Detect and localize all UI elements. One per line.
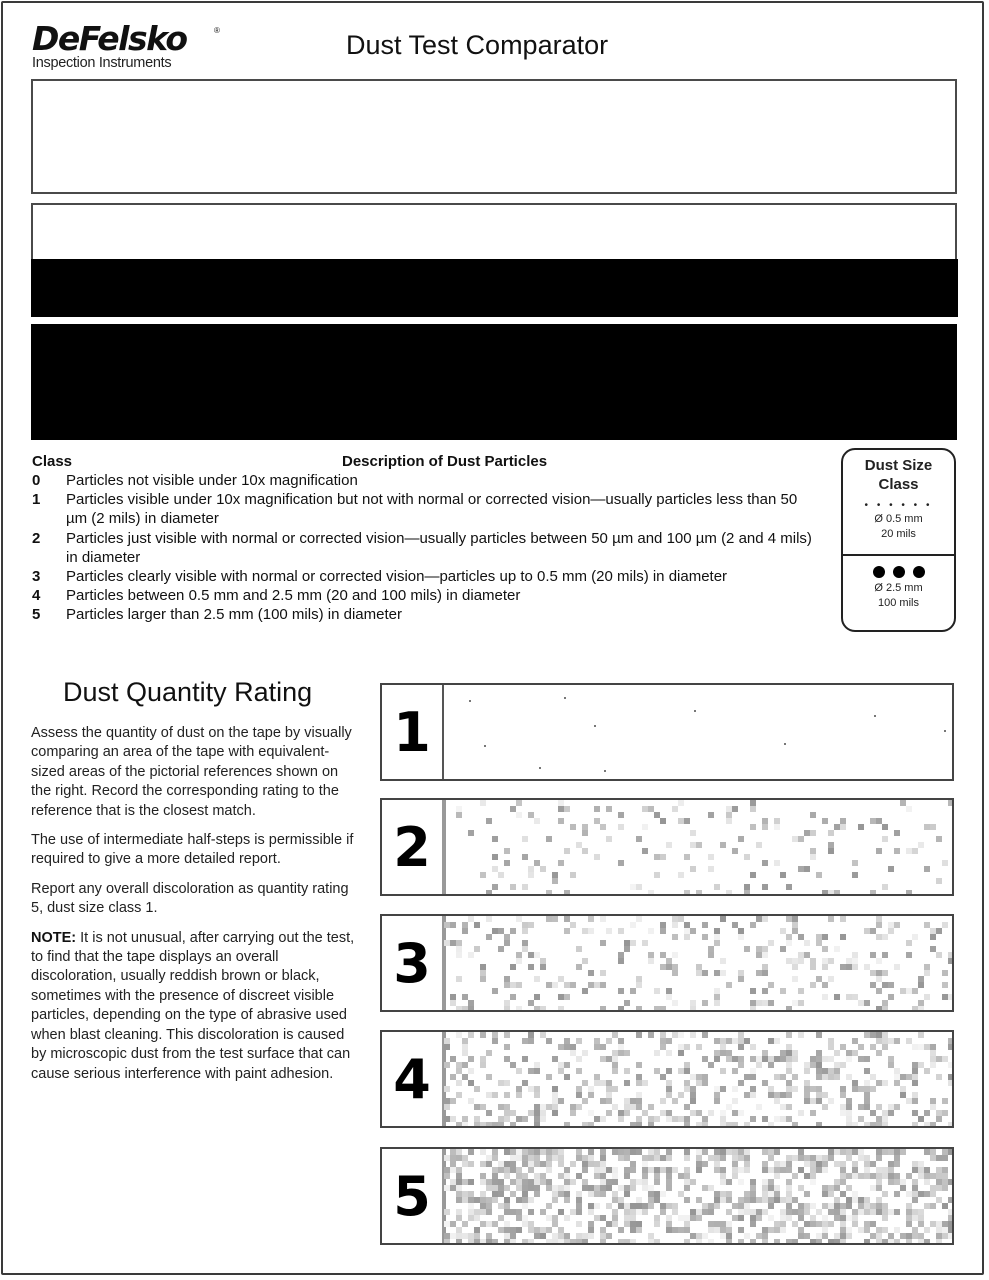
class-number: 0	[32, 472, 41, 489]
dust-size-class-legend	[841, 448, 956, 632]
table-row	[32, 490, 822, 528]
black-band-2	[31, 324, 957, 440]
table-row	[32, 586, 822, 605]
note-paragraph	[31, 929, 361, 1084]
rating-reference-2	[380, 798, 954, 896]
large-size-section	[843, 566, 954, 611]
class-description: Particles clearly visible with normal or corrected vision—particles up to 0.5 mm (20 mils) in diameter	[66, 568, 728, 586]
class-number: 1	[32, 491, 41, 509]
rating-reference-1	[380, 683, 954, 781]
header-description: Description of Dust Particles	[342, 453, 548, 470]
class-description: Particles visible under 10x magnification but not with normal or corrected vision—usually particles less than 50 µm (2 mils) in diameter	[66, 491, 798, 528]
table-row	[32, 605, 822, 624]
table-row	[32, 567, 822, 586]
note-text: It is not unusual, after carrying out the test, to find that the tape displays an overall discoloration, usually reddish brown or black, sometimes with the presence of discreet visible particles, depending on the type of abrasive used when blast cleaning. This discoloration is caused by microscopic dust from the test surface that can cause serious interference with paint adhesion.	[31, 929, 355, 1082]
dust-swatch	[444, 800, 952, 894]
large-diameter: Ø 2.5 mm	[874, 582, 923, 594]
class-description: Particles not visible under 10x magnification	[66, 472, 358, 489]
class-description: Particles larger than 2.5 mm (100 mils) in diameter	[66, 606, 402, 624]
instruction-paragraph: Assess the quantity of dust on the tape by visually comparing an area of the tape with equivalent-sized areas of the pictorial references shown on the right. Record the corresponding rating to the reference that is the closest match.	[31, 725, 352, 819]
instruction-paragraph: Report any overall discoloration as quantity rating 5, dust size class 1.	[31, 880, 349, 917]
small-diameter: Ø 0.5 mm	[874, 513, 923, 525]
header-class: Class	[32, 453, 73, 470]
rating-number: 5	[382, 1149, 444, 1243]
dust-quantity-instructions	[31, 724, 361, 1094]
note-label: NOTE:	[31, 929, 77, 946]
dust-swatch	[444, 916, 952, 1010]
rating-number: 2	[382, 800, 444, 894]
legend-title	[843, 456, 954, 494]
table-row	[32, 471, 822, 490]
small-dots-icon: • • • • • •	[864, 500, 933, 511]
rating-reference-3	[380, 914, 954, 1012]
dust-quantity-title: Dust Quantity Rating	[63, 677, 313, 707]
instruction-paragraph: The use of intermediate half-steps is permissible if required to give a more detailed report.	[31, 832, 354, 868]
dot-icon	[893, 566, 905, 578]
large-mils: 100 mils	[878, 597, 919, 609]
large-dots-icon	[843, 566, 954, 578]
dust-swatch	[444, 1149, 952, 1243]
black-band-1	[31, 259, 958, 317]
rating-number: 1	[382, 685, 444, 779]
rating-reference-5	[380, 1147, 954, 1245]
table-row	[32, 529, 822, 567]
upper-blank-box	[31, 79, 957, 194]
dust-size-class-table	[32, 452, 822, 625]
rating-number: 4	[382, 1032, 444, 1126]
legend-divider	[843, 554, 954, 556]
logo-brand: DeFelsko	[32, 19, 187, 58]
class-number: 2	[32, 529, 41, 547]
dust-swatch	[444, 685, 952, 779]
class-number: 3	[32, 568, 41, 586]
rating-number: 3	[382, 916, 444, 1010]
middle-blank-box	[31, 203, 957, 261]
table-header	[32, 452, 822, 471]
defelsko-logo	[32, 19, 220, 71]
legend-title-line2: Class	[878, 476, 919, 493]
dot-icon	[873, 566, 885, 578]
class-number: 4	[32, 587, 41, 605]
class-number: 5	[32, 606, 41, 624]
dust-swatch	[444, 1032, 952, 1126]
dot-icon	[913, 566, 925, 578]
registered-mark: ®	[214, 26, 220, 35]
class-description: Particles between 0.5 mm and 2.5 mm (20 and 100 mils) in diameter	[66, 587, 521, 605]
small-mils: 20 mils	[881, 528, 916, 540]
rating-reference-4	[380, 1030, 954, 1128]
legend-title-line1: Dust Size	[864, 457, 933, 474]
class-description: Particles just visible with normal or corrected vision—usually particles between 50 µm and 100 µm (2 and 4 mils) in diameter	[66, 529, 812, 566]
logo-tagline: Inspection Instruments	[32, 55, 172, 71]
page-title: Dust Test Comparator	[346, 30, 609, 60]
